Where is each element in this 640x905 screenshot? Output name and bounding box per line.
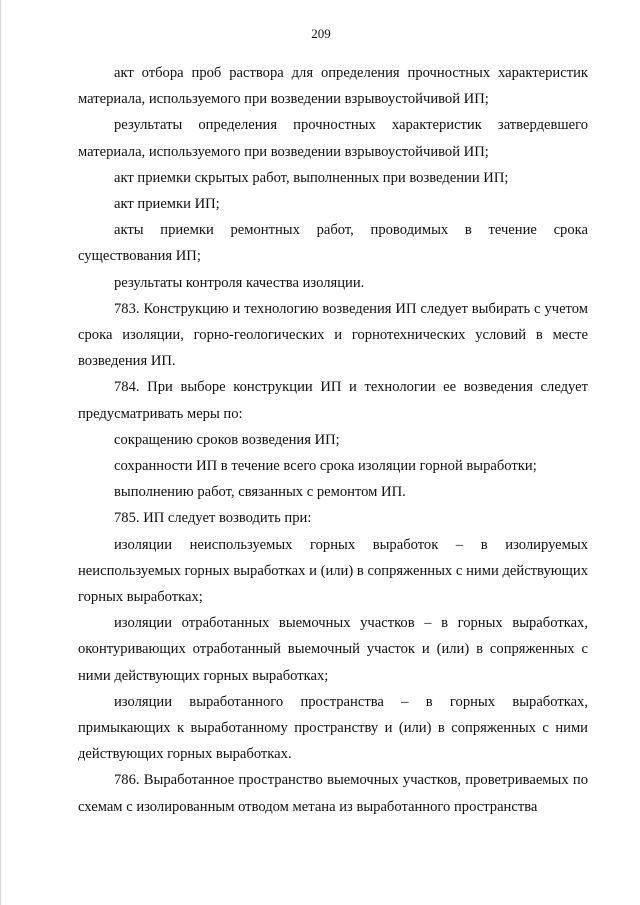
paragraph-784-item-2: сохранности ИП в течение всего срока изоляции горной выработки; <box>114 458 537 475</box>
paragraph-784: 784. При выборе конструкции ИП и технологии ее возведения следует предусматривать меры по: <box>78 379 588 422</box>
paragraph-784-item-1: сокращению сроков возведения ИП; <box>114 431 340 448</box>
paragraph-784-item-3: выполнению работ, связанных с ремонтом ИП. <box>114 484 406 501</box>
paragraph-783: 783. Конструкцию и технологию возведения ИП следует выбирать с учетом срока изоляции, горно-геологических и горнотехнических условий в месте возведения ИП. <box>78 300 588 370</box>
paragraph-785-item-3: изоляции выработанного пространства – в горных выработках, примыкающих к выработанному пространству и (или) в сопряженных с ними действующих горных выработках. <box>78 693 588 763</box>
paragraph-quality-control: результаты контроля качества изоляции. <box>114 274 365 291</box>
paragraph-hidden-works-act: акт приемки скрытых работ, выполненных при возведении ИП; <box>114 169 509 186</box>
paragraph-strength-results: результаты определения прочностных характеристик затвердевшего материала, используемого при возведении взрывоустойчивой ИП; <box>78 117 588 160</box>
paragraph-repair-acts: акты приемки ремонтных работ, проводимых в течение срока существования ИП; <box>78 222 588 265</box>
paragraph-785-item-1: изоляции неиспользуемых горных выработок – в изолируемых неиспользуемых горных выработках и (или) в сопряженных с ними действующих горных выработках; <box>78 536 588 606</box>
paragraph-acceptance-act: акт приемки ИП; <box>114 196 220 213</box>
page-number: 209 <box>311 26 331 41</box>
paragraph-act-sampling: акт отбора проб раствора для определения прочностных характеристик материала, используемого при возведении взрывоустойчивой ИП; <box>78 65 588 108</box>
paragraph-786: 786. Выработанное пространство выемочных участков, проветриваемых по схемам с изолированным отводом метана из выработанного пространства <box>78 772 588 815</box>
body-text <box>78 60 588 820</box>
paragraph-785-item-2: изоляции отработанных выемочных участков – в горных выработках, оконтуривающих отработанный выемочный участок и (или) в сопряженных с ними действующих горных выработках; <box>78 615 588 684</box>
paragraph-785: 785. ИП следует возводить при: <box>114 510 312 527</box>
